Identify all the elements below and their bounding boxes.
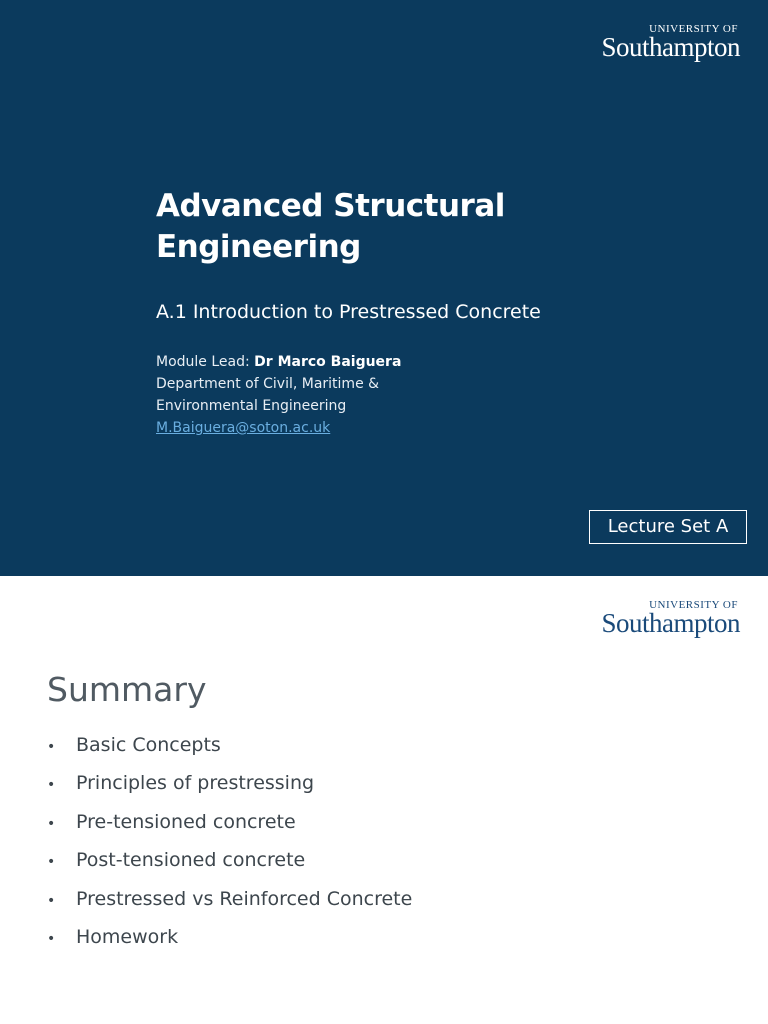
list-item: • Pre-tensioned concrete <box>47 811 412 849</box>
list-item-text: Prestressed vs Reinforced Concrete <box>76 887 413 910</box>
list-item: • Post-tensioned concrete <box>47 849 412 887</box>
logo-top-text: UNIVERSITY OF <box>649 599 738 611</box>
lecture-set-badge: Lecture Set A <box>589 510 747 544</box>
list-item-text: Basic Concepts <box>76 734 221 756</box>
summary-list <box>47 734 412 964</box>
summary-slide <box>0 576 768 1024</box>
list-item: • Principles of prestressing <box>47 772 412 810</box>
logo-name: Southampton <box>601 608 740 638</box>
author-info <box>156 351 401 439</box>
list-item: • Prestressed vs Reinforced Concrete <box>47 888 412 926</box>
title-line: Engineering <box>156 229 361 265</box>
module-lead-label: Module Lead: <box>156 354 255 370</box>
list-item: • Homework <box>47 926 412 964</box>
list-item: • Basic Concepts <box>47 734 412 772</box>
university-logo <box>601 599 740 638</box>
list-item-text: Post-tensioned concrete <box>76 849 306 872</box>
email-link[interactable]: M.Baiguera@soton.ac.uk <box>156 420 331 436</box>
list-item-text: Principles of prestressing <box>76 772 315 795</box>
university-logo <box>601 23 740 62</box>
slide-title: Summary <box>47 670 207 709</box>
slide-title <box>156 186 505 268</box>
logo-top-text: UNIVERSITY OF <box>649 23 738 35</box>
department-line: Environmental Engineering <box>156 398 347 414</box>
department-line: Department of Civil, Maritime & <box>156 376 380 392</box>
logo-name: Southampton <box>601 32 740 62</box>
list-item-text: Pre-tensioned concrete <box>76 810 296 833</box>
slide-subtitle: A.1 Introduction to Prestressed Concrete <box>156 301 541 323</box>
title-line: Advanced Structural <box>156 188 505 224</box>
list-item-text: Homework <box>76 925 179 948</box>
module-lead-name: Dr Marco Baiguera <box>254 354 402 370</box>
